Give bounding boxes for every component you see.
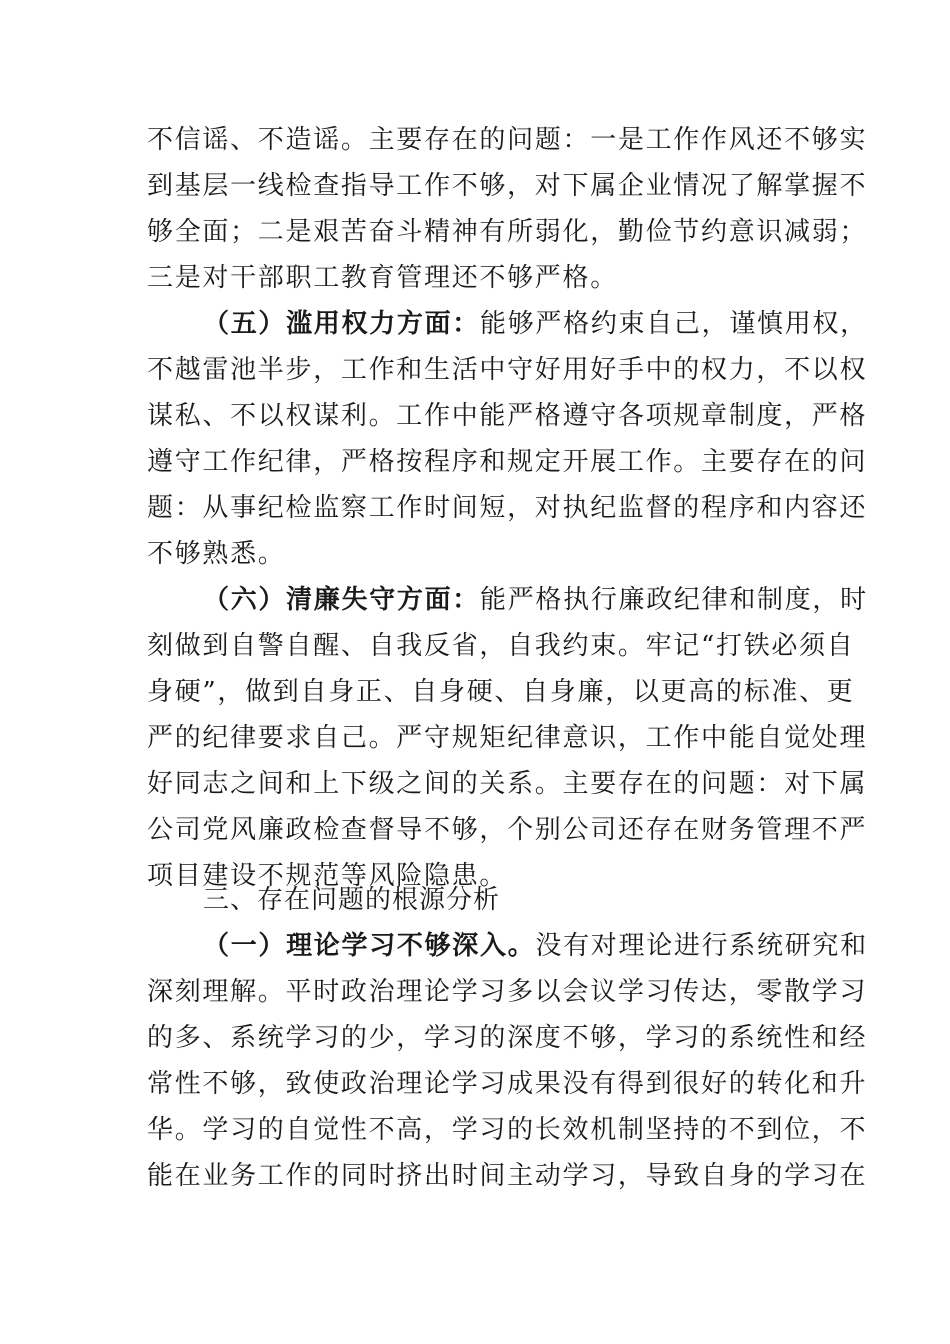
paragraph-line: 深刻理解。平时政治理论学习多以会议学习传达，零散学习 [147, 977, 868, 1007]
paragraph-line: 能在业务工作的同时挤出时间主动学习，导致自身的学习在 [147, 1161, 868, 1191]
paragraph-line: 身硬”，做到自身正、自身硬、自身廉，以更高的标准、更 [147, 677, 855, 707]
paragraph-line: 遵守工作纪律，严格按程序和规定开展工作。主要存在的问 [147, 447, 868, 477]
paragraph-text: 能严格执行廉政纪律和制度，时 [480, 585, 868, 615]
paragraph-text: 没有对理论进行系统研究和 [535, 931, 868, 961]
paragraph-heading-line [203, 580, 868, 620]
paragraph-line: 刻做到自警自醒、自我反省，自我约束。牢记“打铁必须自 [147, 631, 855, 661]
paragraph-line: 到基层一线检查指导工作不够，对下属企业情况了解掌握不 [147, 171, 868, 201]
paragraph-line: 严的纪律要求自己。严守规矩纪律意识，工作中能自觉处理 [147, 723, 868, 753]
paragraph-heading-line [203, 304, 868, 344]
subheading-five: （五）滥用权力方面： [203, 309, 481, 339]
paragraph-line: 谋私、不以权谋利。工作中能严格遵守各项规章制度，严格 [147, 401, 868, 431]
paragraph-line: 题：从事纪检监察工作时间短，对执纪监督的程序和内容还 [147, 493, 868, 523]
paragraph-line: 华。学习的自觉性不高，学习的长效机制坚持的不到位，不 [147, 1115, 868, 1145]
paragraph-line: 不信谣、不造谣。主要存在的问题：一是工作作风还不够实 [147, 125, 868, 155]
paragraph-line: 的多、系统学习的少，学习的深度不够，学习的系统性和经 [147, 1023, 868, 1053]
paragraph-line: 项目建设不规范等风险隐患。 [147, 861, 508, 891]
paragraph-text: 能够严格约束自己，谨慎用权， [480, 309, 868, 339]
section-heading: 三、存在问题的根源分析 [203, 885, 501, 915]
paragraph-line: 三是对干部职工教育管理还不够严格。 [147, 263, 618, 293]
subheading-six: （六）清廉失守方面： [203, 585, 481, 615]
paragraph-line: 不越雷池半步，工作和生活中守好用好手中的权力，不以权 [147, 355, 868, 385]
paragraph-line: 常性不够，致使政治理论学习成果没有得到很好的转化和升 [147, 1069, 868, 1099]
paragraph-line: 不够熟悉。 [147, 539, 286, 569]
paragraph-line: 够全面；二是艰苦奋斗精神有所弱化，勤俭节约意识减弱； [147, 217, 868, 247]
paragraph-heading-line [203, 926, 868, 966]
paragraph-line: 公司党风廉政检查督导不够，个别公司还存在财务管理不严 [147, 815, 868, 845]
paragraph-line: 好同志之间和上下级之间的关系。主要存在的问题：对下属 [147, 769, 868, 799]
subheading-one: （一）理论学习不够深入。 [203, 931, 536, 961]
